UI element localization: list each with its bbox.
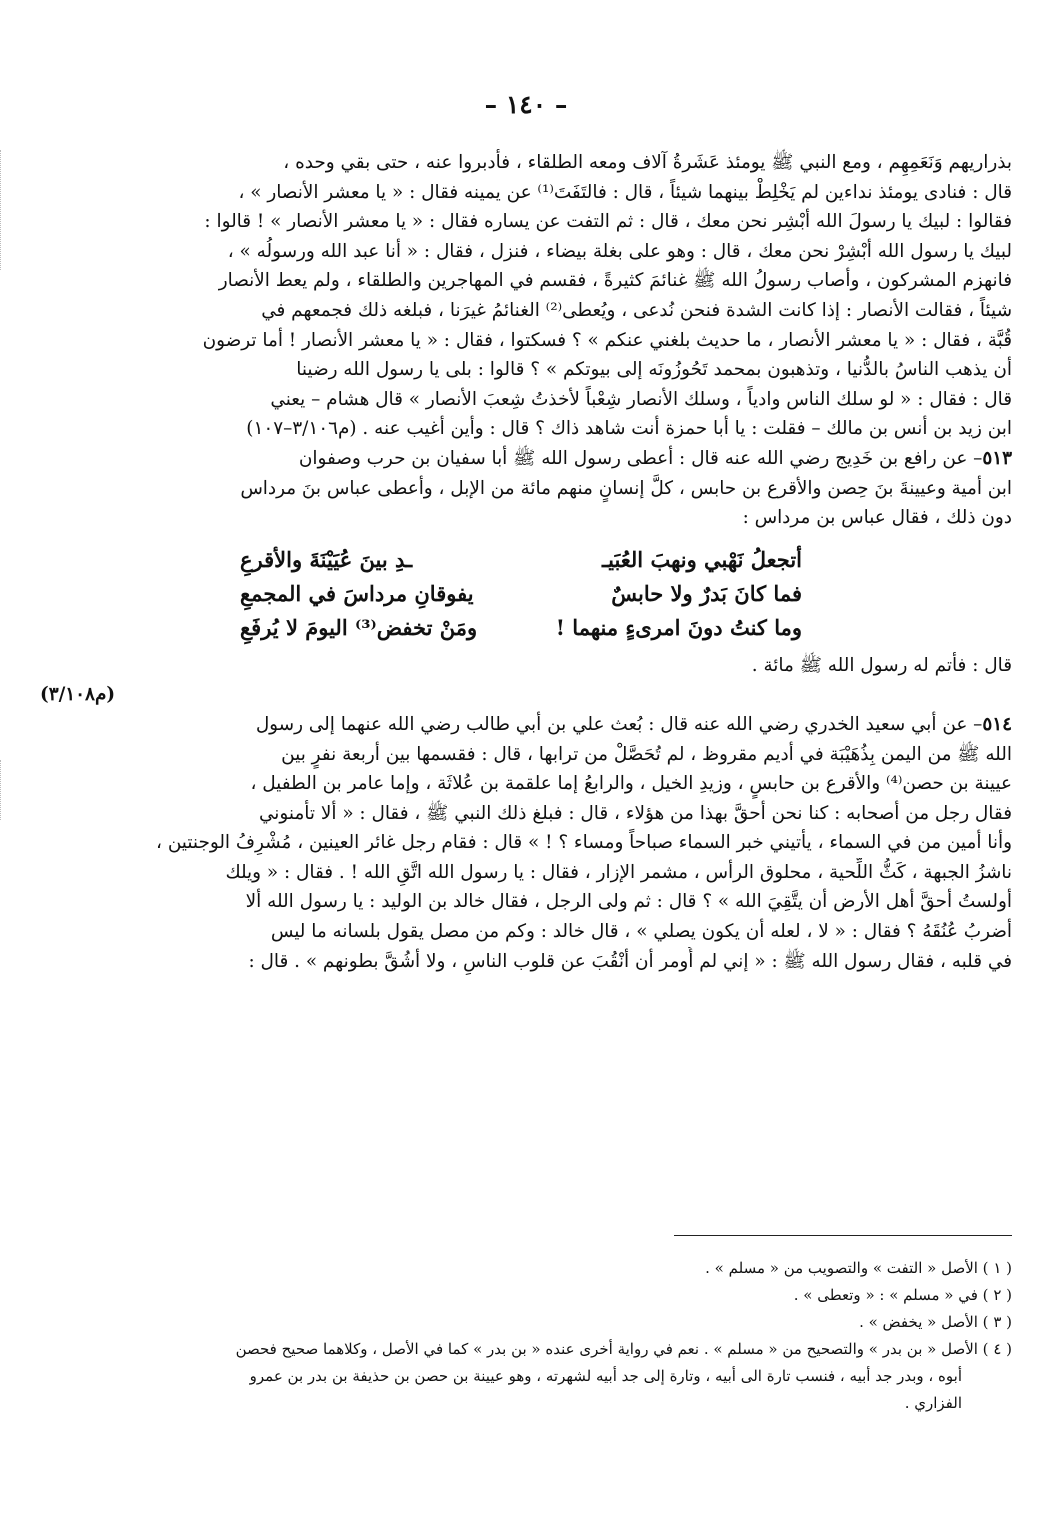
footnote: ( ٤ ) الأصل « بن بدر » والتصحيح من « مسلم » . نعم في رواية أخرى عنده « بن بدر » كما في الأصل ، وكلاهما صحيح فحصن xyxy=(235,1340,1012,1358)
hadith-514 xyxy=(40,710,1012,976)
verse-second-hemistich: ومَنْ تخفض⁽³⁾ اليومَ لا يُرفَعِ xyxy=(240,614,478,640)
footnotes xyxy=(60,1255,1012,1417)
text-line: قال : فأتم له رسول الله ﷺ مائة . xyxy=(751,654,1012,676)
text-line: أضربُ عُنُقَهُ ؟ فقال : « لا ، لعله أن يكون يصلي » ، قال خالد : وكم من مصل يقول بلسانه ما ليس xyxy=(270,921,1012,943)
paragraph-hadith-512-continued xyxy=(40,148,1012,444)
text-line xyxy=(40,710,1012,740)
text-line: قُبَّة ، فقال : « يا معشر الأنصار ، ما حديث بلغني عنكم » ؟ فسكتوا ، فقال : « يا معشر الأنصار ! أما ترضون xyxy=(202,329,1012,351)
text-line: في قلبه ، فقال رسول الله ﷺ : « إني لم أُومر أن أنْقُبَ عن قلوب الناسِ ، ولا أشُقَّ بطونهم » . قال : xyxy=(248,950,1012,972)
verse-first-hemistich: فما كانَ بَدرٌ ولا حابسٌ xyxy=(611,580,802,606)
text-line: الله ﷺ من اليمن بِذُهَيْبَة في أديم مقروظ ، لم تُحَصَّلْ من ترابها ، قال : فقسمها بين أربعة نفرٍ بين xyxy=(281,743,1012,765)
page-number: – ١٤٠ – xyxy=(484,90,568,119)
footnote-divider xyxy=(674,1235,1012,1236)
hadith-text: – عن أبي سعيد الخدري رضي الله عنه قال : بُعث علي بن أبي طالب رضي الله عنهما إلى رسول xyxy=(255,713,983,735)
footnote: ( ٣ ) الأصل « يخفض » . xyxy=(859,1313,1012,1331)
text-line: ابن أمية وعيينةَ بنَ حِصن والأقرع بن حابس ، كلَّ إنسانٍ منهم مائة من الإبل ، وأعطى عباس بنَ مرداس xyxy=(240,477,1012,499)
text-line: قال : فنادى يومئذ نداءين لم يَخْلِطْ بينهما شيئاً ، قال : فالتَفَتَ⁽¹⁾ عن يمينه فقال : « يا معشر الأنصار » ، xyxy=(238,181,1012,203)
poem-verse xyxy=(40,611,1012,645)
verse-second-hemistich: ـدِ بينَ عُيَيْنَةَ والأقرعِ xyxy=(240,546,413,572)
source-reference: (م٣/١٠٨) xyxy=(40,684,116,706)
text-line: عيينة بن حصن⁽⁴⁾ والأقرع بن حابسٍ ، وزيدِ الخيل ، والرابعُ إما علقمة بن عُلاثَة ، وإما عامر بن الطفيل ، xyxy=(250,773,1012,795)
footnote: ( ٢ ) في « مسلم » : « وتعطى » . xyxy=(793,1286,1012,1304)
text-line: ابن زيد بن أنس بن مالك – فقلت : يا أبا حمزة أنت شاهد ذاك ؟ قال : وأين أغيب عنه . (م٣/١٠٦–١٠٧) xyxy=(246,418,1012,440)
text-line: وأنا أمين من في السماء ، يأتيني خبر السماء صباحاً ومساء ؟ ! » قال : فقام رجل غائر العينين ، مُشْرِفُ الوجنتين ، xyxy=(156,832,1012,854)
margin-dotted-line xyxy=(0,760,7,820)
text-line: شيئاً ، فقالت الأنصار : إذا كانت الشدة فنحن نُدعى ، ويُعطى⁽²⁾ الغنائمُ غيرَنا ، فبلغه ذلك فجمعهم في xyxy=(261,299,1012,321)
verse-first-hemistich: وما كنتُ دونَ امرىءٍ منهما ! xyxy=(555,614,802,640)
text-line: فانهزم المشركون ، وأصاب رسولُ الله ﷺ غنائمَ كثيرةً ، فقسم في المهاجرين والطلقاء ، ولم يعط الأنصار xyxy=(218,270,1012,292)
text-line: أولستُ أحقَّ أهل الأرض أن يتَّقِيَ الله » ؟ قال : ثم ولى الرجل ، فقال خالد بن الوليد : يا رسول الله ألا xyxy=(245,891,1012,913)
text-line: بذراريهم وَنَعَمِهِم ، ومع النبي ﷺ يومئذ عَشَرةُ آلاف ومعه الطلقاء ، فأدبروا عنه ، حتى بقي وحده ، xyxy=(283,152,1012,173)
hadith-number: ٥١٣ xyxy=(982,447,1012,469)
margin-dotted-line xyxy=(0,150,7,270)
footnote-continuation: الفزاري . xyxy=(904,1394,962,1412)
poem-verse xyxy=(40,577,1012,611)
footnote-continuation: أبوه ، وبدر جد أبيه ، فنسب تارة الى أبيه ، وتارة إلى جد أبيه لشهرته ، وهو عيينة بن حصن بن حذيفة بن بدر بن عمرو xyxy=(249,1367,962,1385)
text-line: لبيك يا رسول الله أبْشِرْ نحن معك ، قال : وهو على بغلة بيضاء ، فنزل ، فقال : « أنا عبد الله ورسولُه » ، xyxy=(227,240,1012,262)
main-text xyxy=(40,148,1012,976)
verse-second-hemistich: يفوقانِ مرداسَ في المجمعِ xyxy=(240,580,474,606)
hadith-513 xyxy=(40,444,1012,710)
text-line: فقال رجل من أصحابه : كنا نحن أحقَّ بهذا من هؤلاء ، قال : فبلغ ذلك النبي ﷺ ، فقال : « ألا تأمنوني xyxy=(258,802,1012,824)
poem xyxy=(40,543,1012,645)
hadith-text: – عن رافع بن خَدِيج رضي الله عنه قال : أعطى رسول الله ﷺ أبا سفيان بن حرب وصفوان xyxy=(298,447,983,469)
text-line: ناشزُ الجبهة ، كَثُّ اللِّحية ، محلوق الرأس ، مشمر الإزار ، فقال : يا رسول الله اتَّقِ الله ! . فقال : « ويلك xyxy=(225,861,1012,883)
text-line: أن يذهب الناسُ بالدُّنيا ، وتذهبون بمحمد تَحُوزُونَه إلى بيوتكم » ؟ قالوا : بلى يا رسول الله رضينا xyxy=(296,359,1012,381)
poem-verse xyxy=(40,543,1012,577)
reference-line xyxy=(40,680,1012,710)
text-line xyxy=(40,444,1012,474)
text-line: دون ذلك ، فقال عباس بن مرداس : xyxy=(742,507,1012,529)
footnote: ( ١ ) الأصل « التفت » والتصويب من « مسلم » . xyxy=(705,1259,1012,1277)
verse-first-hemistich: أتجعلُ نَهْبي ونهبَ العُبَيـ xyxy=(601,546,802,572)
text-line: قال : فقال : « لو سلك الناس وادياً ، وسلك الأنصار شِعْباً لأخذتُ شِعبَ الأنصار » قال هشام – يعني xyxy=(270,388,1012,410)
text-line: فقالوا : لبيك يا رسولَ الله أبْشِر نحن معك ، قال : ثم التفت عن يساره فقال : « يا معشر الأنصار » ! قالوا : xyxy=(204,211,1012,233)
hadith-number: ٥١٤ xyxy=(982,713,1012,735)
